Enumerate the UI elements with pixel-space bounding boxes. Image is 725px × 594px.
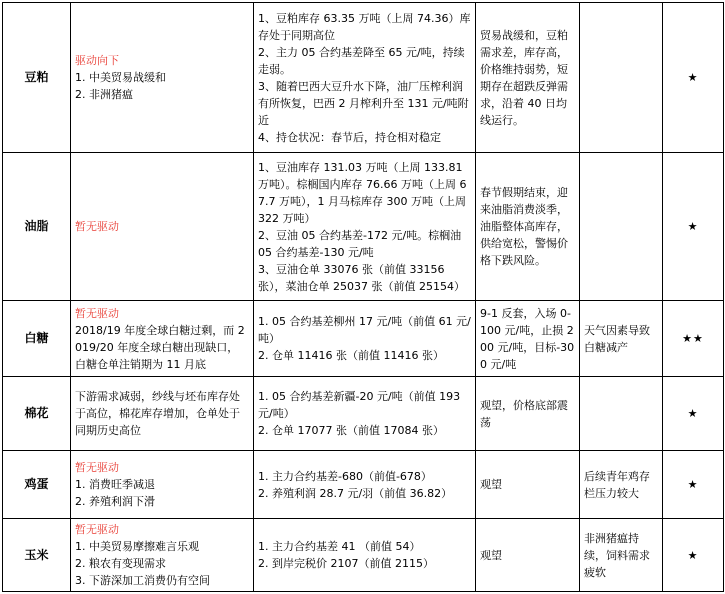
table-row bbox=[3, 451, 724, 519]
note-cell bbox=[580, 377, 663, 451]
driver-line: 1. 中美贸易摩擦难言乐观 bbox=[75, 540, 199, 553]
driver-status: 暂无驱动 bbox=[75, 461, 119, 474]
driver-cell bbox=[71, 377, 254, 451]
table-row bbox=[3, 3, 724, 153]
commodity-table bbox=[2, 2, 724, 592]
table-row bbox=[3, 301, 724, 377]
table-body bbox=[3, 3, 724, 592]
driver-line: 2. 养殖利润下滑 bbox=[75, 495, 155, 508]
detail-line: 2. 仓单 17077 张（前值 17084 张） bbox=[258, 424, 444, 437]
note-cell bbox=[580, 153, 663, 301]
detail-cell bbox=[254, 519, 476, 592]
view-cell: 观望，价格底部震荡 bbox=[476, 377, 580, 451]
detail-cell bbox=[254, 301, 476, 377]
commodity-name: 油脂 bbox=[3, 153, 71, 301]
detail-line: 1. 主力合约基差-680（前值-678） bbox=[258, 469, 432, 483]
rating-stars: ★ bbox=[663, 519, 724, 592]
driver-line: 2018/19 年度全球白糖过剩，而 2019/20 年度全球白糖出现缺口，白糖仓单注销期为 11 月底 bbox=[75, 323, 245, 371]
driver-line: 1. 消费旺季减退 bbox=[75, 478, 155, 491]
driver-status: 驱动向下 bbox=[75, 54, 119, 67]
commodity-name: 棉花 bbox=[3, 377, 71, 451]
view-cell: 春节假期结束，迎来油脂消费淡季，油脂整体高库存，供给宽松，警惕价格下跌风险。 bbox=[476, 153, 580, 301]
detail-line: 2. 养殖利润 28.7 元/羽（前值 36.82） bbox=[258, 486, 453, 500]
view-cell: 9-1 反套，入场 0-100 元/吨，止损 200 元/吨，目标-300 元/吨 bbox=[476, 301, 580, 377]
rating-stars: ★ bbox=[663, 451, 724, 519]
detail-line: 1. 05 合约基差柳州 17 元/吨（前值 61 元/吨） bbox=[258, 315, 471, 345]
detail-line: 3、豆油仓单 33076 张（前值 33156 张），菜油仓单 25037 张（前值 25154） bbox=[258, 262, 465, 293]
view-cell: 观望 bbox=[476, 451, 580, 519]
driver-line: 下游需求减弱，纱线与坯布库存处于高位，棉花库存增加，仓单处于同期历史高位 bbox=[75, 390, 240, 437]
driver-line: 2. 非洲猪瘟 bbox=[75, 88, 133, 101]
detail-cell bbox=[254, 377, 476, 451]
note-cell: 非洲猪瘟持续，饲料需求疲软 bbox=[580, 519, 663, 592]
rating-stars: ★ bbox=[663, 3, 724, 153]
note-cell: 天气因素导致白糖减产 bbox=[580, 301, 663, 377]
note-cell: 后续青年鸡存栏压力较大 bbox=[580, 451, 663, 519]
detail-line: 1、豆油库存 131.03 万吨（上周 133.81 万吨）。棕榈国内库存 76.66 万吨（上周 67.7 万吨），1 月马棕库存 300 万吨（上周 322 万吨） bbox=[258, 160, 467, 225]
detail-line: 1、豆粕库存 63.35 万吨（上周 74.36）库存处于同期高位 bbox=[258, 11, 471, 42]
detail-line: 2、主力 05 合约基差降至 65 元/吨，持续走弱。 bbox=[258, 45, 465, 76]
commodity-name: 玉米 bbox=[3, 519, 71, 592]
view-cell: 观望 bbox=[476, 519, 580, 592]
driver-cell bbox=[71, 153, 254, 301]
driver-line: 2. 粮农有变现需求 bbox=[75, 557, 166, 570]
detail-line: 2、豆油 05 合约基差-172 元/吨。棕榈油 05 合约基差-130 元/吨 bbox=[258, 228, 462, 259]
view-cell: 贸易战缓和，豆粕需求差，库存高，价格维持弱势，短期存在超跌反弹需求，沿着 40 日均线运行。 bbox=[476, 3, 580, 153]
table-row bbox=[3, 377, 724, 451]
commodity-name: 豆粕 bbox=[3, 3, 71, 153]
detail-line: 4、持仓状况：春节后，持仓相对稳定 bbox=[258, 130, 441, 144]
rating-stars: ★ bbox=[663, 153, 724, 301]
detail-line: 3、随着巴西大豆升水下降，油厂压榨利润有所恢复，巴西 2 月榨利升至 131 元/吨附近 bbox=[258, 79, 469, 127]
commodity-name: 鸡蛋 bbox=[3, 451, 71, 519]
driver-line: 3. 下游深加工消费仍有空间 bbox=[75, 574, 210, 587]
rating-stars: ★★ bbox=[663, 301, 724, 377]
detail-line: 1. 主力合约基差 41 （前值 54） bbox=[258, 540, 421, 553]
detail-line: 2. 到岸完税价 2107（前值 2115） bbox=[258, 557, 434, 570]
note-cell bbox=[580, 3, 663, 153]
driver-cell bbox=[71, 519, 254, 592]
driver-status: 暂无驱动 bbox=[75, 306, 119, 320]
commodity-name: 白糖 bbox=[3, 301, 71, 377]
detail-line: 2. 仓单 11416 张（前值 11416 张） bbox=[258, 349, 444, 362]
driver-status: 暂无驱动 bbox=[75, 523, 119, 536]
rating-stars: ★ bbox=[663, 377, 724, 451]
detail-line: 1. 05 合约基差新疆-20 元/吨（前值 193 元/吨） bbox=[258, 390, 461, 420]
table-row bbox=[3, 519, 724, 592]
detail-cell bbox=[254, 153, 476, 301]
driver-status: 暂无驱动 bbox=[75, 220, 119, 233]
driver-cell bbox=[71, 3, 254, 153]
detail-cell bbox=[254, 451, 476, 519]
driver-line: 1. 中美贸易战缓和 bbox=[75, 71, 166, 84]
detail-cell bbox=[254, 3, 476, 153]
table-row bbox=[3, 153, 724, 301]
driver-cell bbox=[71, 451, 254, 519]
driver-cell bbox=[71, 301, 254, 377]
